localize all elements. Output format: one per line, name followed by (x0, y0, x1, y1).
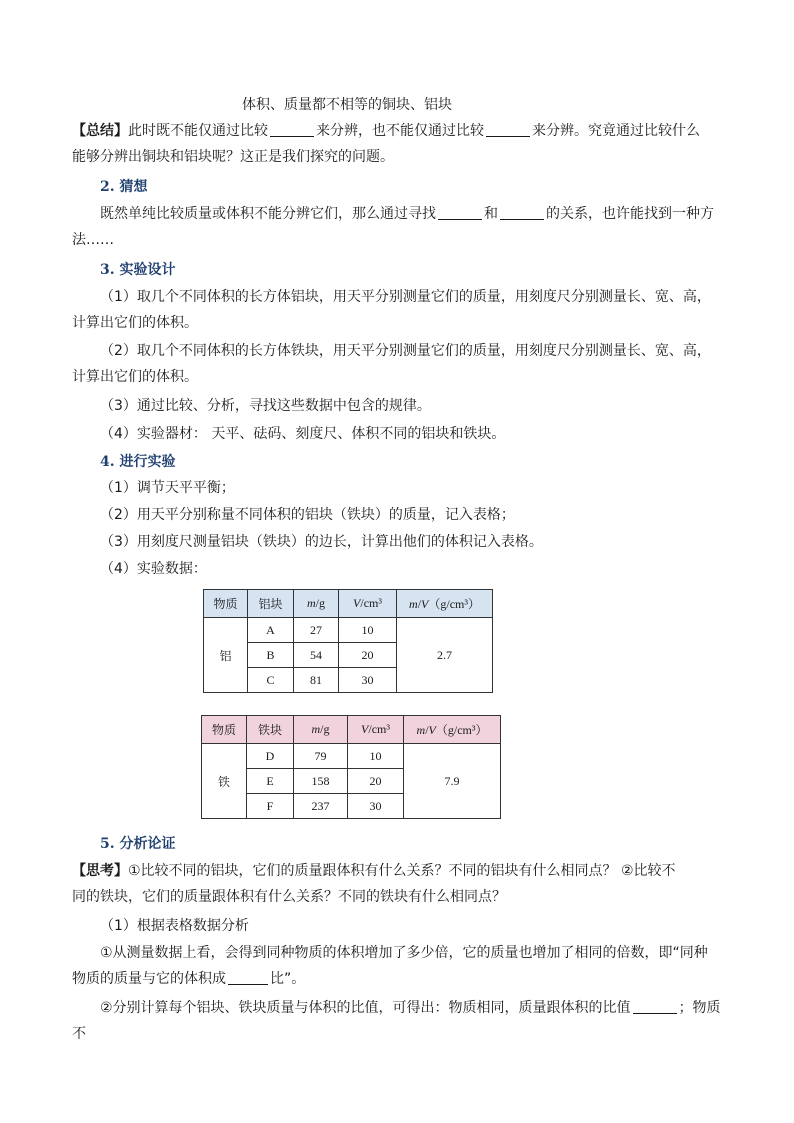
cell-block: E (247, 769, 294, 794)
fill-blank[interactable] (228, 970, 268, 985)
heading-experiment-design: 3. 实验设计 (100, 262, 176, 278)
heading-analysis: 5. 分析论证 (100, 836, 176, 852)
cell-volume: 10 (339, 618, 397, 643)
procedure-item-2: （2）用天平分别称量不同体积的铝块（铁块）的质量，记入表格； (100, 507, 515, 523)
design-item-3: （3）通过比较、分析，寻找这些数据中包含的规律。 (100, 398, 431, 414)
fill-blank[interactable] (486, 122, 530, 137)
summary-paragraph: 【总结】此时既不能仅通过比较 来分辨，也不能仅通过比较 来分辨。究竟通过比较什么 能够分辨出铜块和铝块呢？这正是我们探究的问题。 (72, 123, 700, 165)
cell-block: B (248, 643, 294, 668)
fill-blank[interactable] (438, 205, 482, 220)
cell-volume: 20 (339, 643, 397, 668)
header-volume: V/cm³ (339, 590, 397, 618)
table-header-row (202, 716, 501, 744)
figure-caption: 体积、质量都不相等的铜块、铝块 (242, 97, 452, 113)
table-row (204, 618, 493, 643)
table-header-row (204, 590, 493, 618)
cell-mass: 27 (294, 618, 339, 643)
cell-volume: 30 (339, 668, 397, 693)
cell-volume: 10 (348, 744, 404, 769)
cell-block: A (248, 618, 294, 643)
procedure-item-4: （4）实验数据： (100, 561, 207, 577)
iron-data-table (201, 715, 501, 819)
heading-hypothesis: 2. 猜想 (100, 179, 148, 195)
cell-ratio: 7.9 (404, 744, 501, 819)
cell-block: F (247, 794, 294, 819)
analysis-point-1: ①从测量数据上看，会得到同种物质的体积增加了多少倍，它的质量也增加了相同的倍数，即“同种 物质的质量与它的体积成 比”。 (72, 945, 708, 987)
procedure-item-3: （3）用刻度尺测量铝块（铁块）的边长，计算出他们的体积记入表格。 (100, 534, 543, 550)
cell-block: C (248, 668, 294, 693)
design-item-4: （4）实验器材： 天平、砝码、刻度尺、体积不同的铝块和铁块。 (100, 426, 506, 442)
design-item-2: （2）取几个不同体积的长方体铁块，用天平分别测量它们的质量，用刻度尺分别测量长、宽、高， 计算出它们的体积。 (72, 343, 711, 385)
fill-blank[interactable] (633, 999, 677, 1014)
hypothesis-paragraph: 既然单纯比较质量或体积不能分辨它们，那么通过寻找 和 的关系，也许能找到一种方 法…… (72, 206, 714, 248)
header-substance: 物质 (202, 716, 247, 744)
header-block: 铝块 (248, 590, 294, 618)
cell-mass: 54 (294, 643, 339, 668)
cell-block: D (247, 744, 294, 769)
fill-blank[interactable] (500, 205, 544, 220)
cell-mass: 158 (294, 769, 348, 794)
heading-conduct-experiment: 4. 进行实验 (100, 454, 176, 470)
cell-substance: 铝 (204, 618, 248, 693)
header-mass: m/g (294, 716, 348, 744)
header-volume: V/cm³ (348, 716, 404, 744)
cell-mass: 237 (294, 794, 348, 819)
fill-blank[interactable] (270, 122, 314, 137)
design-item-1: （1）取几个不同体积的长方体铝块，用天平分别测量它们的质量，用刻度尺分别测量长、宽、高， 计算出它们的体积。 (72, 289, 711, 331)
summary-label: 【总结】 (72, 123, 128, 139)
header-block: 铁块 (247, 716, 294, 744)
think-label: 【思考】 (72, 863, 128, 879)
cell-mass: 81 (294, 668, 339, 693)
aluminum-data-table (203, 589, 493, 693)
analysis-sub-1: （1）根据表格数据分析 (100, 918, 249, 934)
think-paragraph: 【思考】①比较不同的铝块，它们的质量跟体积有什么关系？不同的铝块有什么相同点？ ②比较不 同的铁块，它们的质量跟体积有什么关系？不同的铁块有什么相同点？ (72, 863, 676, 905)
header-ratio: m/V（g/cm³） (397, 590, 493, 618)
cell-volume: 30 (348, 794, 404, 819)
table-row (202, 744, 501, 769)
header-substance: 物质 (204, 590, 248, 618)
cell-volume: 20 (348, 769, 404, 794)
header-mass: m/g (294, 590, 339, 618)
cell-substance: 铁 (202, 744, 247, 819)
cell-ratio: 2.7 (397, 618, 493, 693)
header-ratio: m/V（g/cm³） (404, 716, 501, 744)
cell-mass: 79 (294, 744, 348, 769)
analysis-point-2: ②分别计算每个铝块、铁块质量与体积的比值，可得出：物质相同，质量跟体积的比值 ；物质不 (72, 1000, 721, 1042)
procedure-item-1: （1）调节天平平衡； (100, 480, 235, 496)
